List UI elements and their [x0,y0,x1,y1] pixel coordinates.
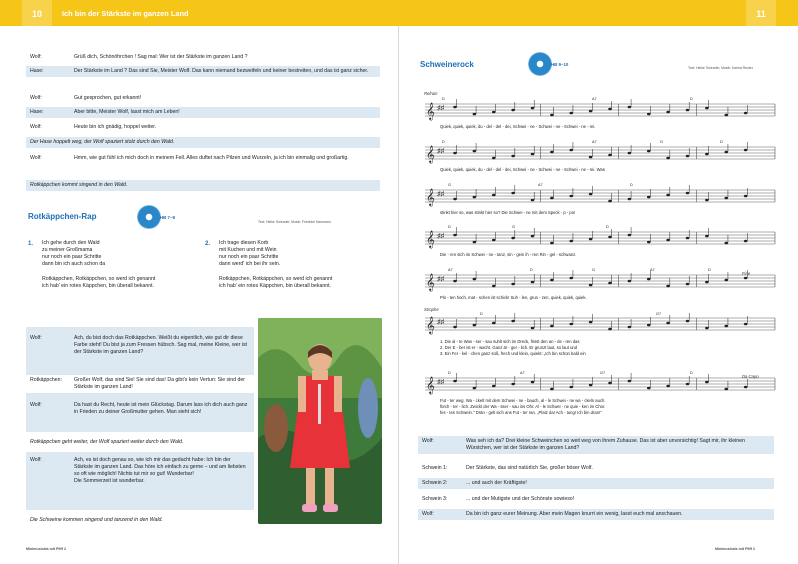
sharp-icon: ♯♯ [437,319,444,326]
note-head [569,277,573,280]
note-head [628,234,632,237]
note-head [531,327,535,330]
verse-line: zu meiner Großmama [42,247,93,254]
note-head [686,383,690,386]
note-head [492,111,496,114]
note-head [453,326,457,329]
note-head [608,382,612,385]
note-head [666,157,670,160]
rap-credits: Text: Heike Schrader, Musik: Friedrich Neumann [258,220,331,224]
note-head [608,282,612,285]
stage-direction: Rotkäppchen kommt singend in den Wald. [26,180,380,191]
note-head [453,198,457,201]
note-head [724,114,728,117]
treble-clef-icon: 𝄞 [426,102,435,120]
note-head [453,234,457,237]
line-text: Gut gesprochen, gut erkannt! [74,95,142,101]
line-text: ... und auch der Kräftigste! [466,480,527,486]
note-head [666,111,670,114]
note-head [492,239,496,242]
speaker: Wolf: [30,402,42,408]
note-head [724,151,728,154]
speaker: Schwein 2: [422,480,448,486]
note-head [647,241,651,244]
right-page-number: 11 [746,0,776,26]
stage-direction: Der Hase hoppelt weg, der Wolf spaziert stolz durch den Wald. [26,137,380,148]
right-footer: Minimusicals mit Pfiff 2 [715,547,755,551]
speaker: Hase: [30,68,44,74]
treble-clef-icon: 𝄞 [426,273,435,291]
note-head [531,381,535,384]
song-credits: Text: Heike Schrader, Musik: Karina Reuter [688,66,753,70]
verse-line: dann werd' ich bei ihr sein. [219,261,281,268]
strophe-marker: Strophe [424,307,439,312]
note-head [550,388,554,391]
note-head [686,155,690,158]
line-text: ... und der Mutigste und der Schönste sowieso! [466,496,575,502]
line-text: Da bin ich ganz eurer Meinung. Aber mein Magen knurrt ein wenig, lasst euch mal anschauen. [466,511,683,517]
sharp-icon: ♯♯ [437,233,444,240]
line-text: Hmm, wie gut fühl ich mich doch in meinem Fell. Alles duftet nach Pilzen und Wurzeln, ja ich bin einmalig und großartig. [74,155,349,161]
note-head [511,192,515,195]
note-head [589,321,593,324]
note-head [473,387,477,390]
line-text: Der Stärkste, das sind natürlich Sie, großer böser Wolf. [466,465,593,471]
verse-line: nur noch ein paar Schritte [42,254,102,261]
refrain-line: ich hab' ein rotes Käppchen, bin überall bekannt. [42,283,155,290]
speaker: Wolf: [30,155,42,161]
note-head [686,192,690,195]
chord-symbol: D [442,97,445,101]
note-head [511,109,515,112]
refrain-marker: Refrain [424,91,438,96]
note-head [569,386,573,389]
note-head [550,325,554,328]
note-head [531,235,535,238]
note-head [744,323,748,326]
sharp-icon: ♯♯ [437,191,444,198]
note-head [724,279,728,282]
note-head [569,195,573,198]
chord-symbol: A7 [520,371,525,375]
note-head [666,239,670,242]
line-text: Der Stärkste im Land ? Das sind Sie, Meister Wolf. Das kann niemand bezweifeln und keiner bestreiten, und das ist ganz sicher. [74,68,369,74]
note-head [724,242,728,245]
fine-marker: Fine [742,271,751,276]
note-head [705,281,709,284]
note-head [744,277,748,280]
line-text: Ach, du bist doch das Rotkäppchen. Weißt du eigentlich, wie gut dir diese Farbe steht! Du bist ja zum Fressen hübsch. Sag mal, meine Kleine, wer ist der Stärkste im ganzen Land? [74,335,247,356]
note-head [628,280,632,283]
note-head [531,107,535,110]
lyric-line: fürch - ter - lich. Zwickt der Wa - sser - sau ins Ohr. Al - le Schwei - ne quie - ken im Chor. [440,404,606,409]
chord-symbol: G7 [656,312,662,316]
verse-line: nur noch ein paar Schritte [219,254,279,261]
note-head [608,328,612,331]
note-head [666,285,670,288]
note-head [569,112,573,115]
lyric-line: stinkt hier so, was stinkt hier so? Die Schwei - ne mit dem Speck - p - po! [440,210,576,215]
chord-symbol: D [448,225,451,229]
speaker: Wolf: [30,335,42,341]
note-head [608,200,612,203]
chord-symbol: D [690,371,693,375]
line-text: Die Sommerzeit ist wunderbar. [74,478,145,485]
verse-line: mit Kuchen und mit Wein [219,247,277,254]
chord-symbol: D [708,268,711,272]
cd-track-label: HB 9–10 [551,62,569,67]
refrain-line: ich hab' ein rotes Käppchen, bin überall bekannt. [219,283,332,290]
note-head [744,149,748,152]
verse-line: dann bin ich auch schon da [42,261,106,268]
lyric-line: 1. Die al - te Was - ser - sau suhlt sich im Dreck, frisst den an - de - ren das [440,339,580,344]
note-head [473,324,477,327]
note-head [511,320,515,323]
lyric-line: fes - tes Schwein." Drän - gelt sich ans Fut - ter ran. „Platz da! Ach - tung! Ich bin dran!" [440,410,602,415]
note-head [453,106,457,109]
verse-number: 2. [205,241,211,247]
note-head [473,113,477,116]
chord-symbol: D [530,268,533,272]
line-text: Da hast du Recht, heute ist mein Glückstag. Darum lass ich dich auch ganz in Frieden zu deiner Großmutter gehen. Man sieht sich! [74,402,248,416]
note-head [744,112,748,115]
chord-symbol: G [448,183,451,187]
chord-symbol: D [606,225,609,229]
speaker: Wolf: [30,54,42,60]
chord-symbol: D [480,312,483,316]
chord-symbol: A7 [538,183,543,187]
chord-symbol: D [442,140,445,144]
note-head [550,151,554,154]
speaker: Wolf: [30,124,42,130]
dialogue-row [418,509,774,520]
note-head [647,324,651,327]
note-head [492,194,496,197]
lyric-line: 2. Der E - ber ist er - wacht. Ganz är - ger - lich. Er grunzt laut, so laut und [440,345,578,350]
treble-clef-icon: 𝄞 [426,230,435,248]
refrain-line: Rotkäppchen, Rotkäppchen, so werd ich genannt [219,276,333,283]
chord-symbol: D [690,97,693,101]
lyric-line: Die - ren sich im Schwei - ne - tanz, sin - gein ih - ren Rin - gel - schwanz. [440,252,577,257]
lyric-line: Plo - ten hoch, mat - schen ist schick! Suh - len, grun - zen, quiek, quiek, quiek. [440,295,587,300]
sharp-icon: ♯♯ [437,379,444,386]
speaker: Wolf: [30,95,42,101]
note-head [550,197,554,200]
note-head [705,107,709,110]
note-head [666,194,670,197]
note-head [705,153,709,156]
note-head [686,320,690,323]
note-head [550,114,554,117]
note-head [589,110,593,113]
sharp-icon: ♯♯ [437,276,444,283]
note-head [647,278,651,281]
note-head [647,150,651,153]
note-head [569,240,573,243]
note-head [686,283,690,286]
note-head [473,278,477,281]
chord-symbol: D [448,371,451,375]
song-title: Schweinerock [420,60,474,69]
dialogue-row [418,436,774,454]
treble-clef-icon: 𝄞 [426,145,435,163]
lyric-line: Quiek, quiek, quiek, du - del - del - dei, Schwei - ne - Schwei - ne - Schwei - ne - rei. [440,124,596,129]
note-head [492,157,496,160]
note-head [550,279,554,282]
stage-direction: Rotkäppchen geht weiter, der Wolf spaziert weiter durch den Wald. [30,439,184,445]
chord-symbol: G [512,225,515,229]
note-head [744,240,748,243]
note-head [628,106,632,109]
note-head [531,199,535,202]
note-head [724,197,728,200]
treble-clef-icon: 𝄞 [426,188,435,206]
chord-symbol: A7 [592,140,597,144]
speaker: Wolf: [422,511,434,517]
left-page-number: 10 [22,0,52,26]
lyric-line: Quiek, quiek, quiek, du - del - del - dei, Schwei - ne - Schwei - ne - Schwei - ne - rei. Was [440,167,605,172]
note-head [531,153,535,156]
note-head [608,154,612,157]
dialogue-row [418,463,774,474]
note-head [724,325,728,328]
verse-number: 1. [28,241,34,247]
note-head [647,387,651,390]
cd-track-label: HB 7–8 [160,215,175,220]
dialogue-row [418,478,774,489]
line-text: Grüß dich, Schönöhrchen ! Sag mal: Wer ist der Stärkste im ganzen Land ? [74,54,248,60]
note-head [453,380,457,383]
speaker: Rotkäppchen: [30,377,63,383]
chord-symbol: D [720,140,723,144]
sharp-icon: ♯♯ [437,148,444,155]
stage-direction: Die Schweine kommen singend und tanzend in den Wald. [30,517,163,523]
note-head [724,388,728,391]
note-head [511,155,515,158]
speaker: Hase: [30,109,44,115]
chord-symbol: A7 [592,97,597,101]
note-head [531,281,535,284]
speaker: Wolf: [422,438,434,444]
left-header-title: Ich bin der Stärkste im ganzen Land [62,9,189,18]
note-head [744,386,748,389]
note-head [705,327,709,330]
line-text: Ach, es ist doch genau so, wie ich mir das gedacht habe: Ich bin der Stärkste im ganzen Land. Das höre ich einfach zu gerne – und am liebsten so oft wie möglich! Nichts tut mir so gut! Wunderbar! [74,457,246,478]
rap-title: Rotkäppchen-Rap [28,212,97,221]
note-head [473,241,477,244]
note-head [628,152,632,155]
note-head [492,322,496,325]
note-head [666,322,670,325]
note-head [686,237,690,240]
note-head [705,381,709,384]
note-head [589,193,593,196]
note-head [686,109,690,112]
dacapo-marker: Da Capo [742,374,759,379]
note-head [569,323,573,326]
note-head [511,383,515,386]
note-head [589,384,593,387]
note-head [628,198,632,201]
note-head [589,156,593,159]
speaker: Wolf: [30,457,42,463]
treble-clef-icon: 𝄞 [426,316,435,334]
note-head [608,236,612,239]
refrain-line: Rotkäppchen, Rotkäppchen, so werd ich genannt [42,276,156,283]
note-head [705,235,709,238]
note-head [453,152,457,155]
line-text: Aber bitte, Meister Wolf, lasst mich am Leben! [74,109,180,115]
chord-symbol: A7 [650,268,655,272]
line-text: Heute bin ich gnädig, hoppel weiter. [74,124,157,130]
sharp-icon: ♯♯ [437,105,444,112]
note-head [647,196,651,199]
note-head [705,199,709,202]
note-head [511,283,515,286]
verse-line: Ich trage diesen Korb [219,240,269,246]
left-footer: Minimusicals mit Pfiff 2 [26,547,66,551]
note-head [628,326,632,329]
speaker: Schwein 1: [422,465,448,471]
note-head [492,385,496,388]
chord-symbol: G [660,140,663,144]
treble-clef-icon: 𝄞 [426,376,435,394]
speaker: Schwein 3: [422,496,448,502]
note-head [666,385,670,388]
note-head [511,237,515,240]
chord-symbol: A7 [448,268,453,272]
note-head [589,284,593,287]
verse-line: Ich gehe durch den Wald [42,240,100,246]
dialogue-row [418,494,774,505]
note-head [628,380,632,383]
note-head [608,108,612,111]
note-head [569,149,573,152]
line-text: Großer Wolf, das sind Sie! Sie sind das! Da gibt's kein Vertun: Sie sind der Stärkste im ganzen Land! [74,377,246,391]
note-head [492,285,496,288]
note-head [589,238,593,241]
line-text: Was seh ich da? Drei kleine Schweinchen so weit weg von ihrem Zuhause. Das ist aber unvorsichtig! Sagt mir, ihr kleinen Würstchen, wer ist der Stärkste im ganzen Land? [466,438,745,452]
lyric-line: 3. Ein Fer - kel - chen ganz süß, frech und klein, quiekt: „Ich bin schon bald ein [440,351,586,356]
note-head [744,195,748,198]
note-head [647,113,651,116]
note-head [550,242,554,245]
note-head [453,280,457,283]
chord-symbol: D [630,183,633,187]
chord-symbol: G7 [600,371,606,375]
note-head [473,196,477,199]
note-head [473,150,477,153]
lyric-line: Fut - ter weg. Wa - ckelt mit dem Schwei - ne - bauch, al - le Schwei - ne wa - ckeln auch. [440,398,606,403]
chord-symbol: G [592,268,595,272]
